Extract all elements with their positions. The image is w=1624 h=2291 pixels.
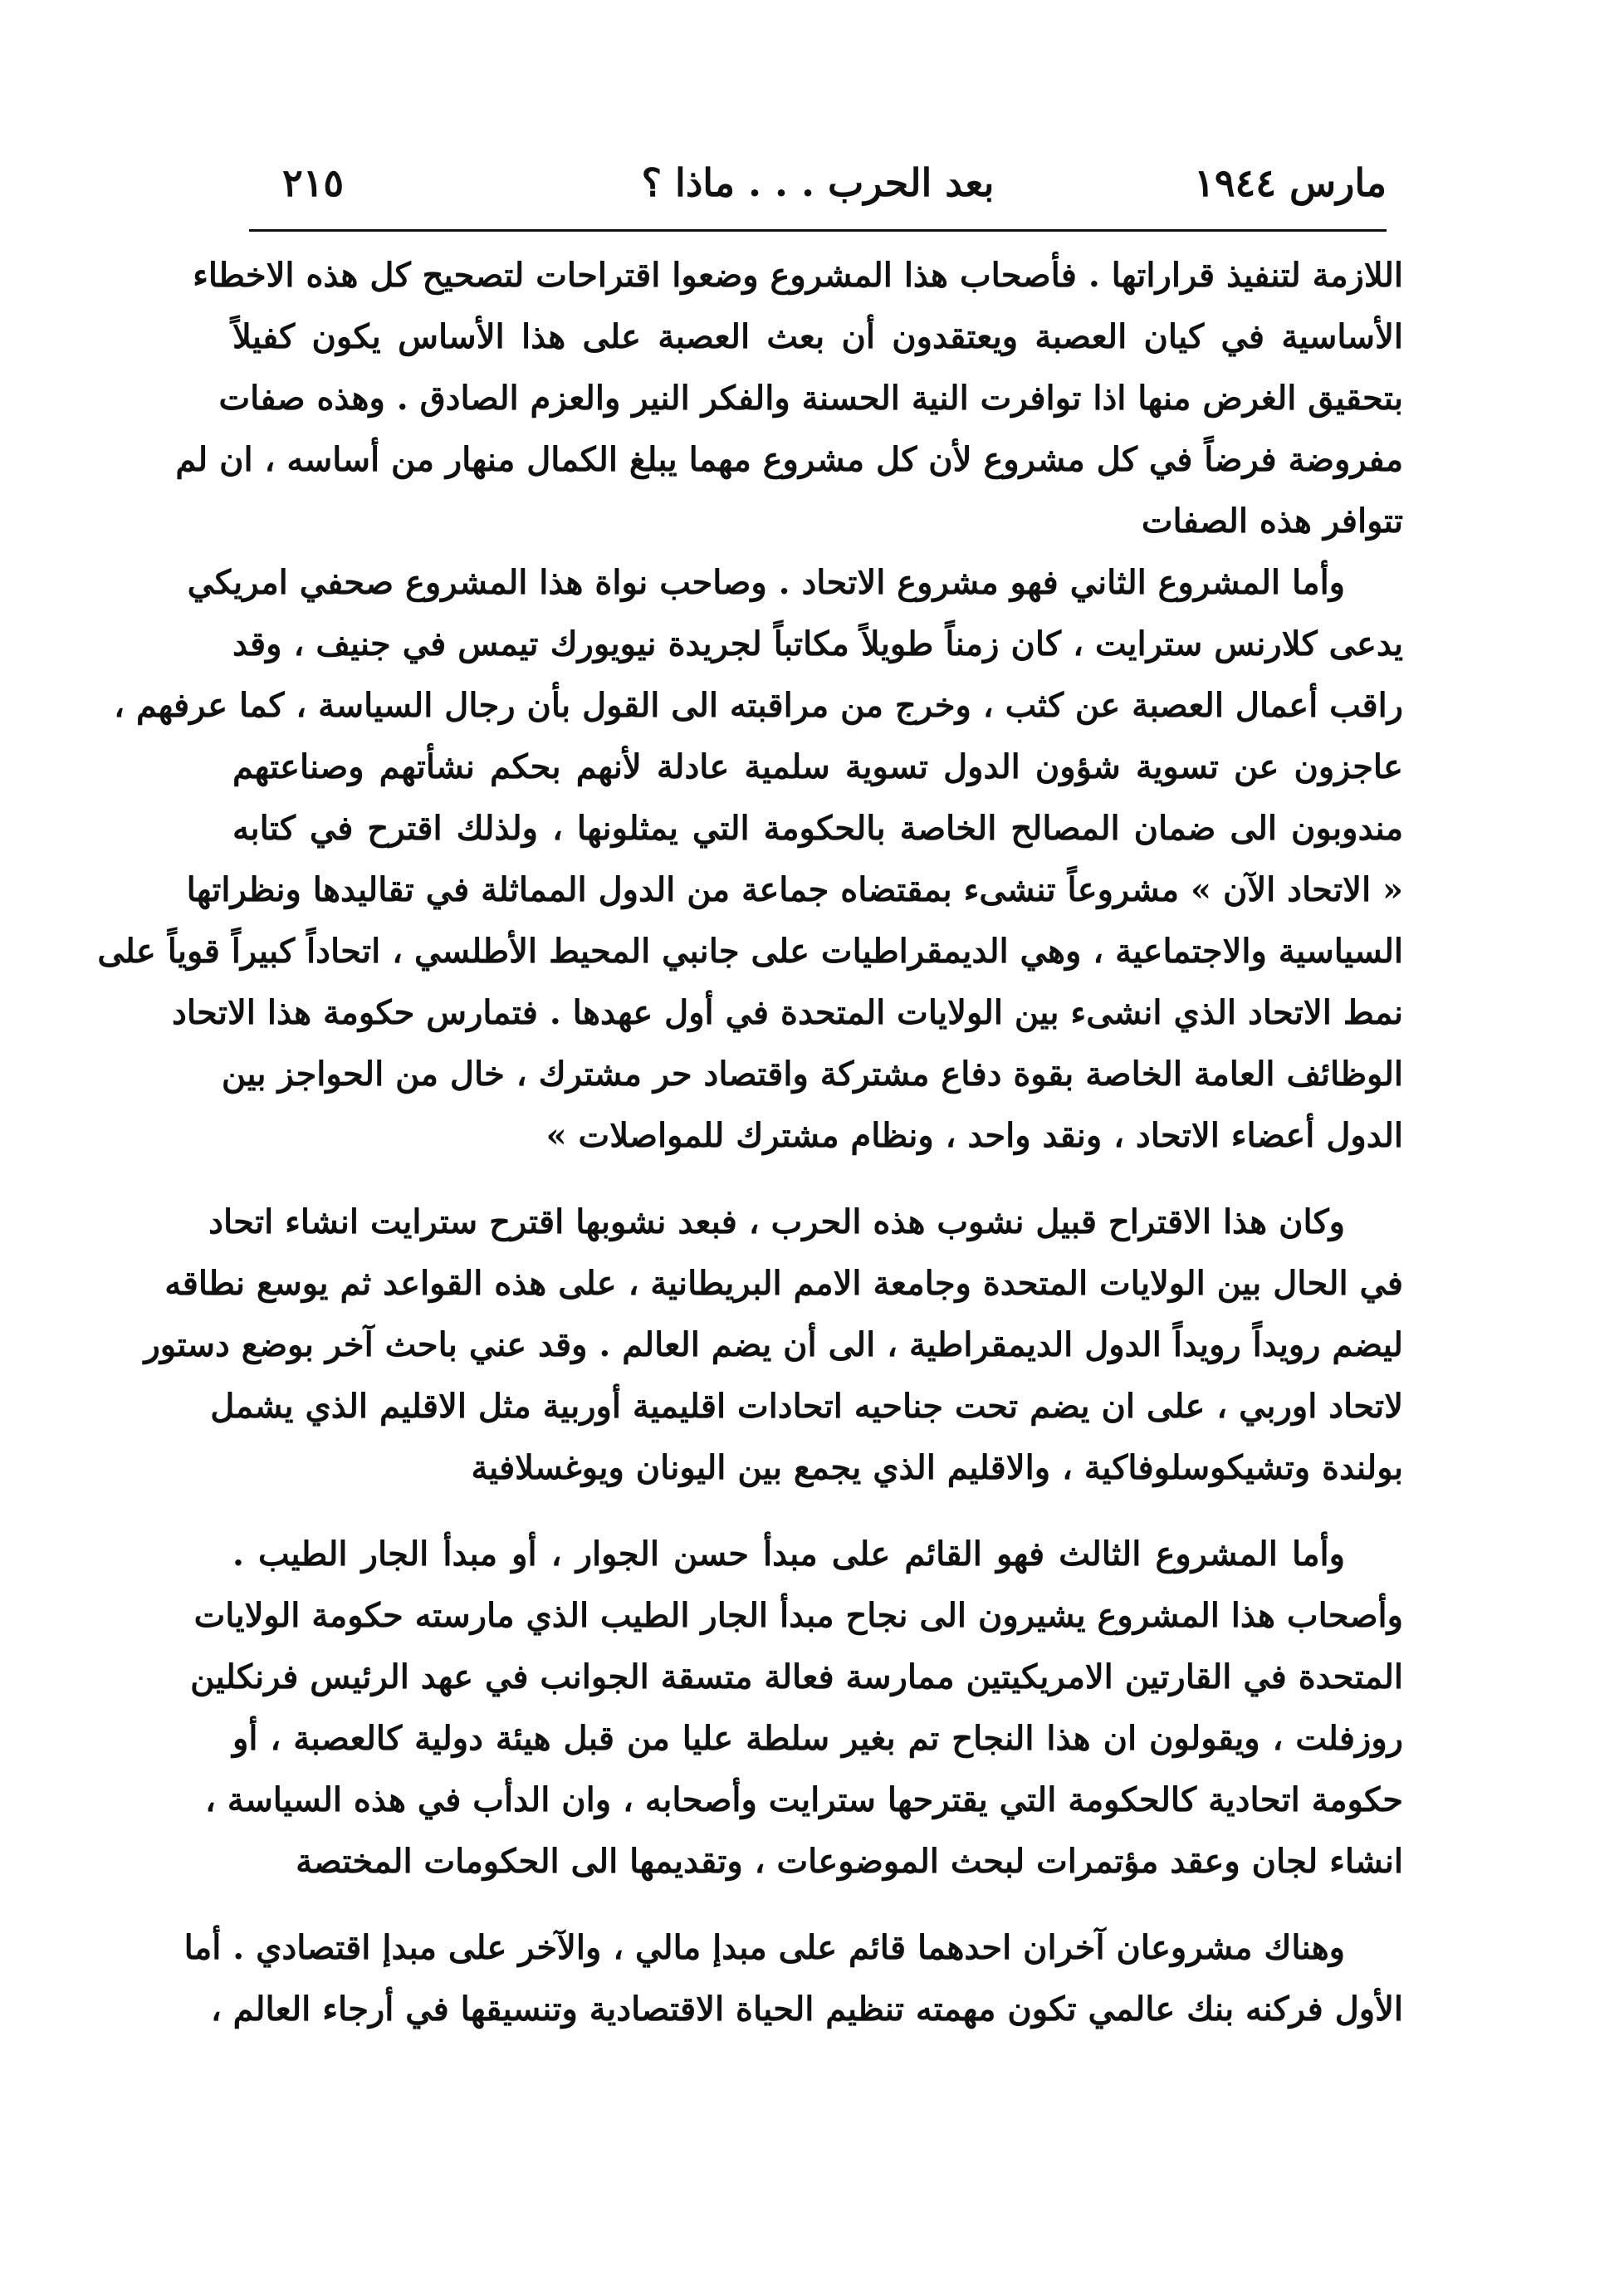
paragraph-gap — [232, 1892, 1403, 1917]
paragraph — [190, 1524, 1403, 1892]
text-line: حكومة اتحادية كالحكومة التي يقترحها سترايت وأصحابه ، وان الدأب في هذه السياسة ، — [204, 1780, 1403, 1819]
text-line: ليضم رويداً رويداً الدول الديمقراطية ، الى أن يضم العالم . وقد عني باحث آخر بوضع دستور — [144, 1325, 1403, 1364]
text-line: وأما المشروع الثاني فهو مشروع الاتحاد . وصاحب نواة هذا المشروع صحفي امريكي — [187, 563, 1345, 602]
paragraph — [97, 552, 1403, 1167]
text-line: لاتحاد اوربي ، على ان يضم تحت جناحيه اتحادات اقليمية أوربية مثل الاقليم الذي يشمل — [210, 1387, 1403, 1426]
text-line: الأساسية في كيان العصبة ويعتقدون أن بعث العصبة على هذا الأساس يكون كفيلاً — [232, 317, 1403, 356]
text-line: عاجزون عن تسوية شؤون الدول تسوية سلمية عادلة لأنهم بحكم نشأتهم وصناعتهم — [232, 747, 1403, 786]
text-line: روزفلت ، ويقولون ان هذا النجاح تم بغير سلطة عليا من قبل هيئة دولية كالعصبة ، أو — [232, 1719, 1403, 1758]
header-date: مارس ١٩٤٤ — [1194, 160, 1387, 205]
text-line: مفروضة فرضاً في كل مشروع لأن كل مشروع مهما يبلغ الكمال منهار من أساسه ، ان لم — [175, 440, 1403, 479]
text-line: يدعى كلارنس سترايت ، كان زمناً طويلاً مكاتباً لجريدة نيويورك تيمس في جنيف ، وقد — [232, 624, 1403, 663]
text-line: انشاء لجان وعقد مؤتمرات لبحث الموضوعات ، وتقديمها الى الحكومات المختصة — [296, 1842, 1403, 1881]
text-line: تتوافر هذه الصفات — [1141, 502, 1403, 541]
text-line: السياسية والاجتماعية ، وهي الديمقراطيات على جانبي المحيط الأطلسي ، اتحاداً كبيراً قوياً على — [97, 932, 1403, 971]
text-line: الوظائف العامة الخاصة بقوة دفاع مشتركة واقتصاد حر مشترك ، خال من الحواجز بين — [221, 1055, 1403, 1094]
text-line: وأما المشروع الثالث فهو القائم على مبدأ حسن الجوار ، أو مبدأ الجار الطيب . — [232, 1535, 1345, 1574]
text-line: « الاتحاد الآن » مشروعاً تنشىء بمقتضاه جماعة من الدول المماثلة في تقاليدها ونظراتها — [186, 870, 1403, 909]
text-line: وأصحاب هذا المشروع يشيرون الى نجاح مبدأ الجار الطيب الذي مارسته حكومة الولايات — [193, 1596, 1403, 1635]
page-number: ٢١٥ — [282, 160, 345, 205]
text-line: الأول فركنه بنك عالمي تكون مهمته تنظيم الحياة الاقتصادية وتنسيقها في أرجاء العالم ، — [210, 1990, 1403, 2029]
header-title: بعد الحرب . . . ماذا ؟ — [641, 160, 995, 205]
text-line: مندوبون الى ضمان المصالح الخاصة بالحكومة التي يمثلونها ، ولذلك اقترح في كتابه — [232, 809, 1403, 848]
text-line: المتحدة في القارتين الامريكيتين ممارسة فعالة متسقة الجوانب في عهد الرئيس فرنكلين — [190, 1657, 1403, 1696]
text-line: الدول أعضاء الاتحاد ، ونقد واحد ، ونظام مشترك للمواصلات » — [545, 1116, 1403, 1155]
text-line: وكان هذا الاقتراح قبيل نشوب هذه الحرب ، فبعد نشوبها اقترح سترايت انشاء اتحاد — [208, 1202, 1345, 1241]
text-line: في الحال بين الولايات المتحدة وجامعة الامم البريطانية ، على هذه القواعد ثم يوسع نطاقه — [164, 1264, 1403, 1303]
body-text — [97, 245, 1403, 2040]
text-line: راقب أعمال العصبة عن كثب ، وخرج من مراقبته الى القول بأن رجال السياسة ، كما عرفهم ، — [114, 686, 1403, 725]
paragraph-gap — [232, 1167, 1403, 1192]
text-line: بولندة وتشيكوسلوفاكية ، والاقليم الذي يجمع بين اليونان ويوغسلافية — [471, 1448, 1403, 1487]
page-header — [249, 145, 1387, 220]
text-line: اللازمة لتنفيذ قراراتها . فأصحاب هذا المشروع وضعوا اقتراحات لتصحيح كل هذه الاخطاء — [193, 256, 1403, 295]
header-rule — [249, 229, 1387, 232]
text-line: وهناك مشروعان آخران احدهما قائم على مبدإ مالي ، والآخر على مبدإ اقتصادي . أما — [183, 1928, 1345, 1967]
text-line: بتحقيق الغرض منها اذا توافرت النية الحسنة والفكر النير والعزم الصادق . وهذه صفات — [218, 379, 1403, 418]
paragraph — [175, 245, 1403, 552]
paragraph-gap — [232, 1499, 1403, 1524]
paragraph — [144, 1192, 1403, 1499]
paragraph — [183, 1917, 1403, 2040]
text-line: نمط الاتحاد الذي انشىء بين الولايات المتحدة في أول عهدها . فتمارس حكومة هذا الاتحاد — [172, 993, 1403, 1032]
